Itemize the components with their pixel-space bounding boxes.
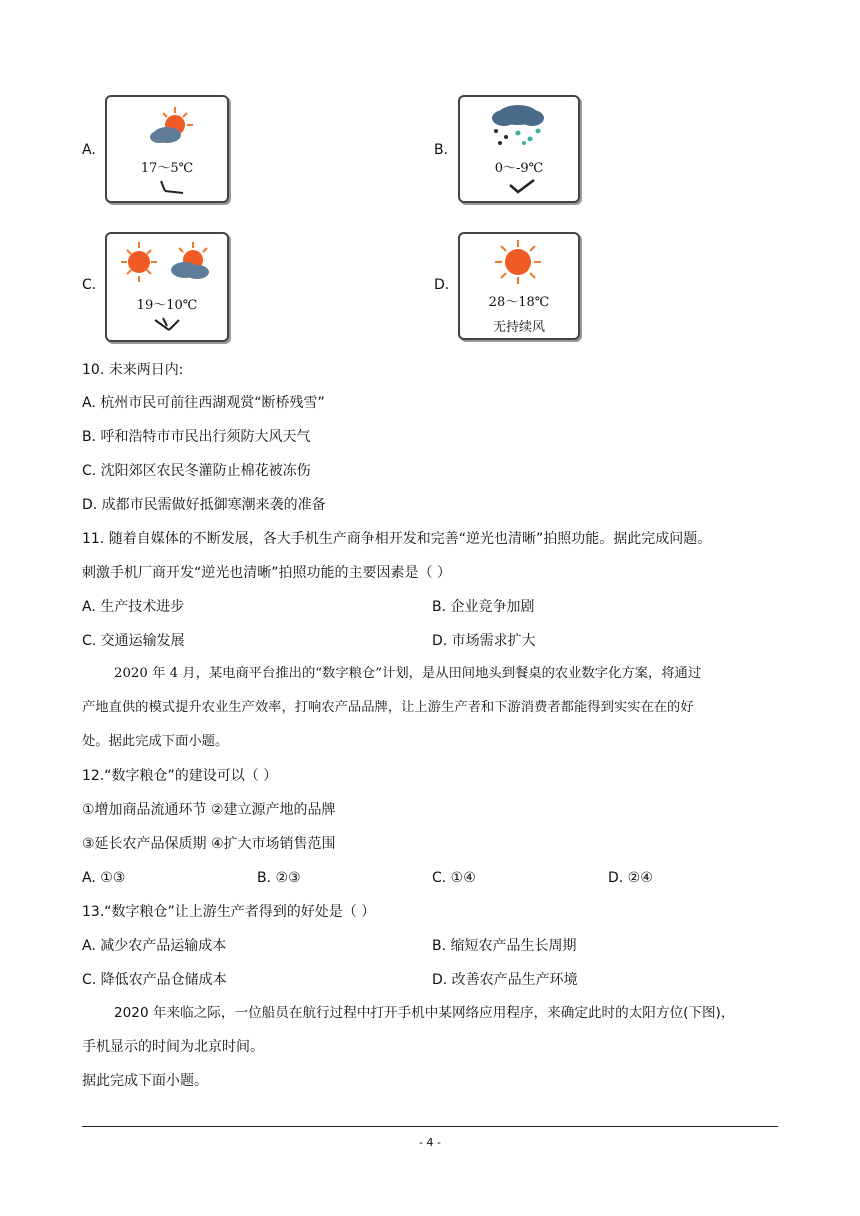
weather-card-c bbox=[105, 232, 229, 342]
wind-direction-icon bbox=[157, 177, 187, 195]
wind-direction-icon bbox=[151, 314, 183, 334]
q13-stem: 13.“数字粮仓”让上游生产者得到的好处是（ ） bbox=[82, 904, 376, 920]
q12-items-1: ①增加商品流通环节 ②建立源产地的品牌 bbox=[82, 802, 336, 818]
option-label-c: C. bbox=[82, 277, 97, 293]
sun-icon bbox=[492, 238, 544, 286]
sun-behind-cloud-icon bbox=[145, 105, 195, 147]
temperature-range: 28～18℃ bbox=[488, 295, 550, 310]
q11-option-d: D. 市场需求扩大 bbox=[432, 633, 536, 649]
q12-items-2: ③延长农产品保质期 ④扩大市场销售范围 bbox=[82, 836, 336, 852]
q13-option-d: D. 改善农产品生产环境 bbox=[432, 972, 578, 988]
weather-card-d bbox=[458, 232, 580, 340]
wind-direction-icon bbox=[506, 177, 538, 195]
passage2-line-1: 2020 年来临之际，一位船员在航行过程中打开手机中某网络应用程序，来确定此时的太阳方位(下图)， bbox=[114, 1005, 735, 1021]
q11-stem: 11. 随着自媒体的不断发展，各大手机生产商争相开发和完善“逆光也清晰”拍照功能。据此完成问题。 bbox=[82, 531, 712, 547]
q11-option-c: C. 交通运输发展 bbox=[82, 633, 185, 649]
q13-option-b: B. 缩短农产品生长周期 bbox=[432, 938, 577, 954]
q10-option-d: D. 成都市民需做好抵御寒潮来袭的准备 bbox=[82, 497, 326, 513]
temperature-range: 17～5℃ bbox=[140, 161, 194, 176]
q13-option-c: C. 降低农产品仓储成本 bbox=[82, 972, 227, 988]
passage1-line-1: 2020 年 4 月，某电商平台推出的“数字粮仓”计划，是从田间地头到餐桌的农业数字化方案，将通过 bbox=[114, 666, 702, 681]
option-label-d: D. bbox=[434, 277, 450, 293]
passage1-line-3: 处。据此完成下面小题。 bbox=[82, 734, 229, 749]
passage1-line-2: 产地直供的模式提升农业生产效率，打响农产品品牌，让上游生产者和下游消费者都能得到实实在在的好 bbox=[82, 700, 694, 715]
option-label-a: A. bbox=[82, 142, 96, 158]
q12-stem: 12.“数字粮仓”的建设可以（ ） bbox=[82, 768, 278, 784]
passage2-line-2: 手机显示的时间为北京时间。 bbox=[82, 1039, 264, 1055]
weather-card-a bbox=[105, 95, 229, 203]
q10-option-a: A. 杭州市民可前往西湖观赏“断桥残雪” bbox=[82, 395, 325, 411]
q11-option-b: B. 企业竞争加剧 bbox=[432, 599, 535, 615]
q10-stem: 10. 未来两日内: bbox=[82, 362, 184, 378]
page-number: - 4 - bbox=[419, 1136, 441, 1149]
footer-rule bbox=[82, 1126, 778, 1127]
temperature-range: 19～10℃ bbox=[136, 298, 198, 313]
option-label-b: B. bbox=[434, 142, 449, 158]
q11-question: 刺激手机厂商开发“逆光也清晰”拍照功能的主要因素是（ ） bbox=[82, 565, 451, 581]
q10-option-b: B. 呼和浩特市市民出行须防大风天气 bbox=[82, 429, 311, 445]
q12-option-a: A. ①③ bbox=[82, 870, 126, 886]
temperature-range: 0～-9℃ bbox=[494, 161, 544, 176]
q13-option-a: A. 减少农产品运输成本 bbox=[82, 938, 227, 954]
sun-and-cloud-icon bbox=[117, 240, 217, 284]
q12-option-b: B. ②③ bbox=[257, 870, 301, 886]
snow-cloud-icon bbox=[488, 103, 548, 147]
weather-card-b bbox=[458, 95, 580, 203]
q12-option-d: D. ②④ bbox=[608, 870, 653, 886]
q12-option-c: C. ①④ bbox=[432, 870, 476, 886]
passage2-line-3: 据此完成下面小题。 bbox=[82, 1073, 208, 1089]
q11-option-a: A. 生产技术进步 bbox=[82, 599, 185, 615]
wind-description: 无持续风 bbox=[492, 320, 545, 335]
q10-option-c: C. 沈阳郊区农民冬灌防止棉花被冻伤 bbox=[82, 463, 311, 479]
